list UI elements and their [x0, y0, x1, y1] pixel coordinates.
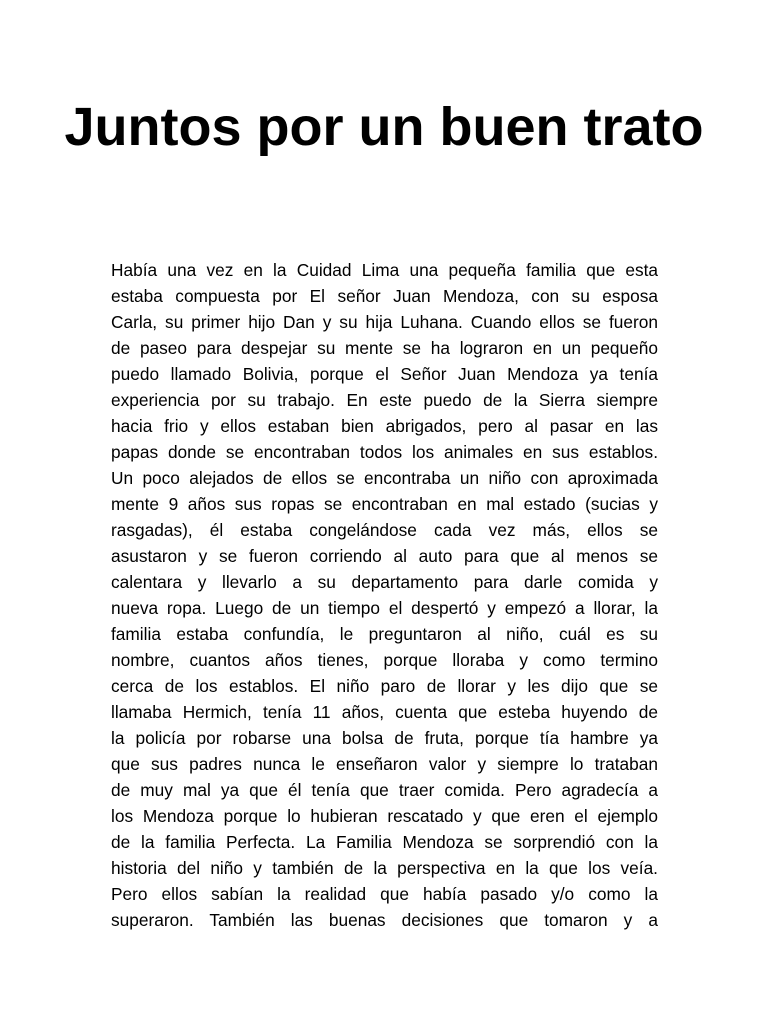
paragraph-line: mente 9 años sus ropas se encontraban en mal estado (sucias y: [111, 494, 658, 514]
paragraph-line: la policía por robarse una bolsa de fruta, porque tía hambre ya: [111, 728, 658, 748]
paragraph-line: asustaron y se fueron corriendo al auto para que al menos se: [111, 546, 658, 566]
paragraph-line: Carla, su primer hijo Dan y su hija Luhana. Cuando ellos se fueron: [111, 312, 658, 332]
paragraph-line: rasgadas), él estaba congelándose cada vez más, ellos se: [111, 520, 658, 540]
paragraph-line: Había una vez en la Cuidad Lima una pequeña familia que esta: [111, 260, 658, 280]
paragraph-line: Un poco alejados de ellos se encontraba un niño con aproximada: [111, 468, 658, 488]
paragraph-line: nueva ropa. Luego de un tiempo el despertó y empezó a llorar, la: [111, 598, 658, 618]
paragraph-line: los Mendoza porque lo hubieran rescatado y que eren el ejemplo: [111, 806, 658, 826]
paragraph-line: de la familia Perfecta. La Familia Mendoza se sorprendió con la: [111, 832, 658, 852]
document-body: [111, 257, 658, 933]
paragraph-line: superaron. También las buenas decisiones que tomaron y a: [111, 910, 658, 930]
paragraph-line: experiencia por su trabajo. En este puedo de la Sierra siempre: [111, 390, 658, 410]
paragraph-line: historia del niño y también de la perspectiva en la que los veía.: [111, 858, 658, 878]
document-title: Juntos por un buen trato: [64, 97, 704, 157]
paragraph-line: de muy mal ya que él tenía que traer comida. Pero agradecía a: [111, 780, 658, 800]
paragraph-line: puedo llamado Bolivia, porque el Señor Juan Mendoza ya tenía: [111, 364, 658, 384]
paragraph-line: estaba compuesta por El señor Juan Mendoza, con su esposa: [111, 286, 658, 306]
paragraph-line: calentara y llevarlo a su departamento para darle comida y: [111, 572, 658, 592]
paragraph-line: familia estaba confundía, le preguntaron al niño, cuál es su: [111, 624, 658, 644]
paragraph-line: papas donde se encontraban todos los animales en sus establos.: [111, 442, 658, 462]
paragraph-line: de paseo para despejar su mente se ha lograron en un pequeño: [111, 338, 658, 358]
paragraph-line: hacia frio y ellos estaban bien abrigados, pero al pasar en las: [111, 416, 658, 436]
paragraph-line: que sus padres nunca le enseñaron valor y siempre lo trataban: [111, 754, 658, 774]
paragraph-line: llamaba Hermich, tenía 11 años, cuenta que esteba huyendo de: [111, 702, 658, 722]
paragraph-line: Pero ellos sabían la realidad que había pasado y/o como la: [111, 884, 658, 904]
paragraph-line: cerca de los establos. El niño paro de llorar y les dijo que se: [111, 676, 658, 696]
paragraph-line: nombre, cuantos años tienes, porque lloraba y como termino: [111, 650, 658, 670]
